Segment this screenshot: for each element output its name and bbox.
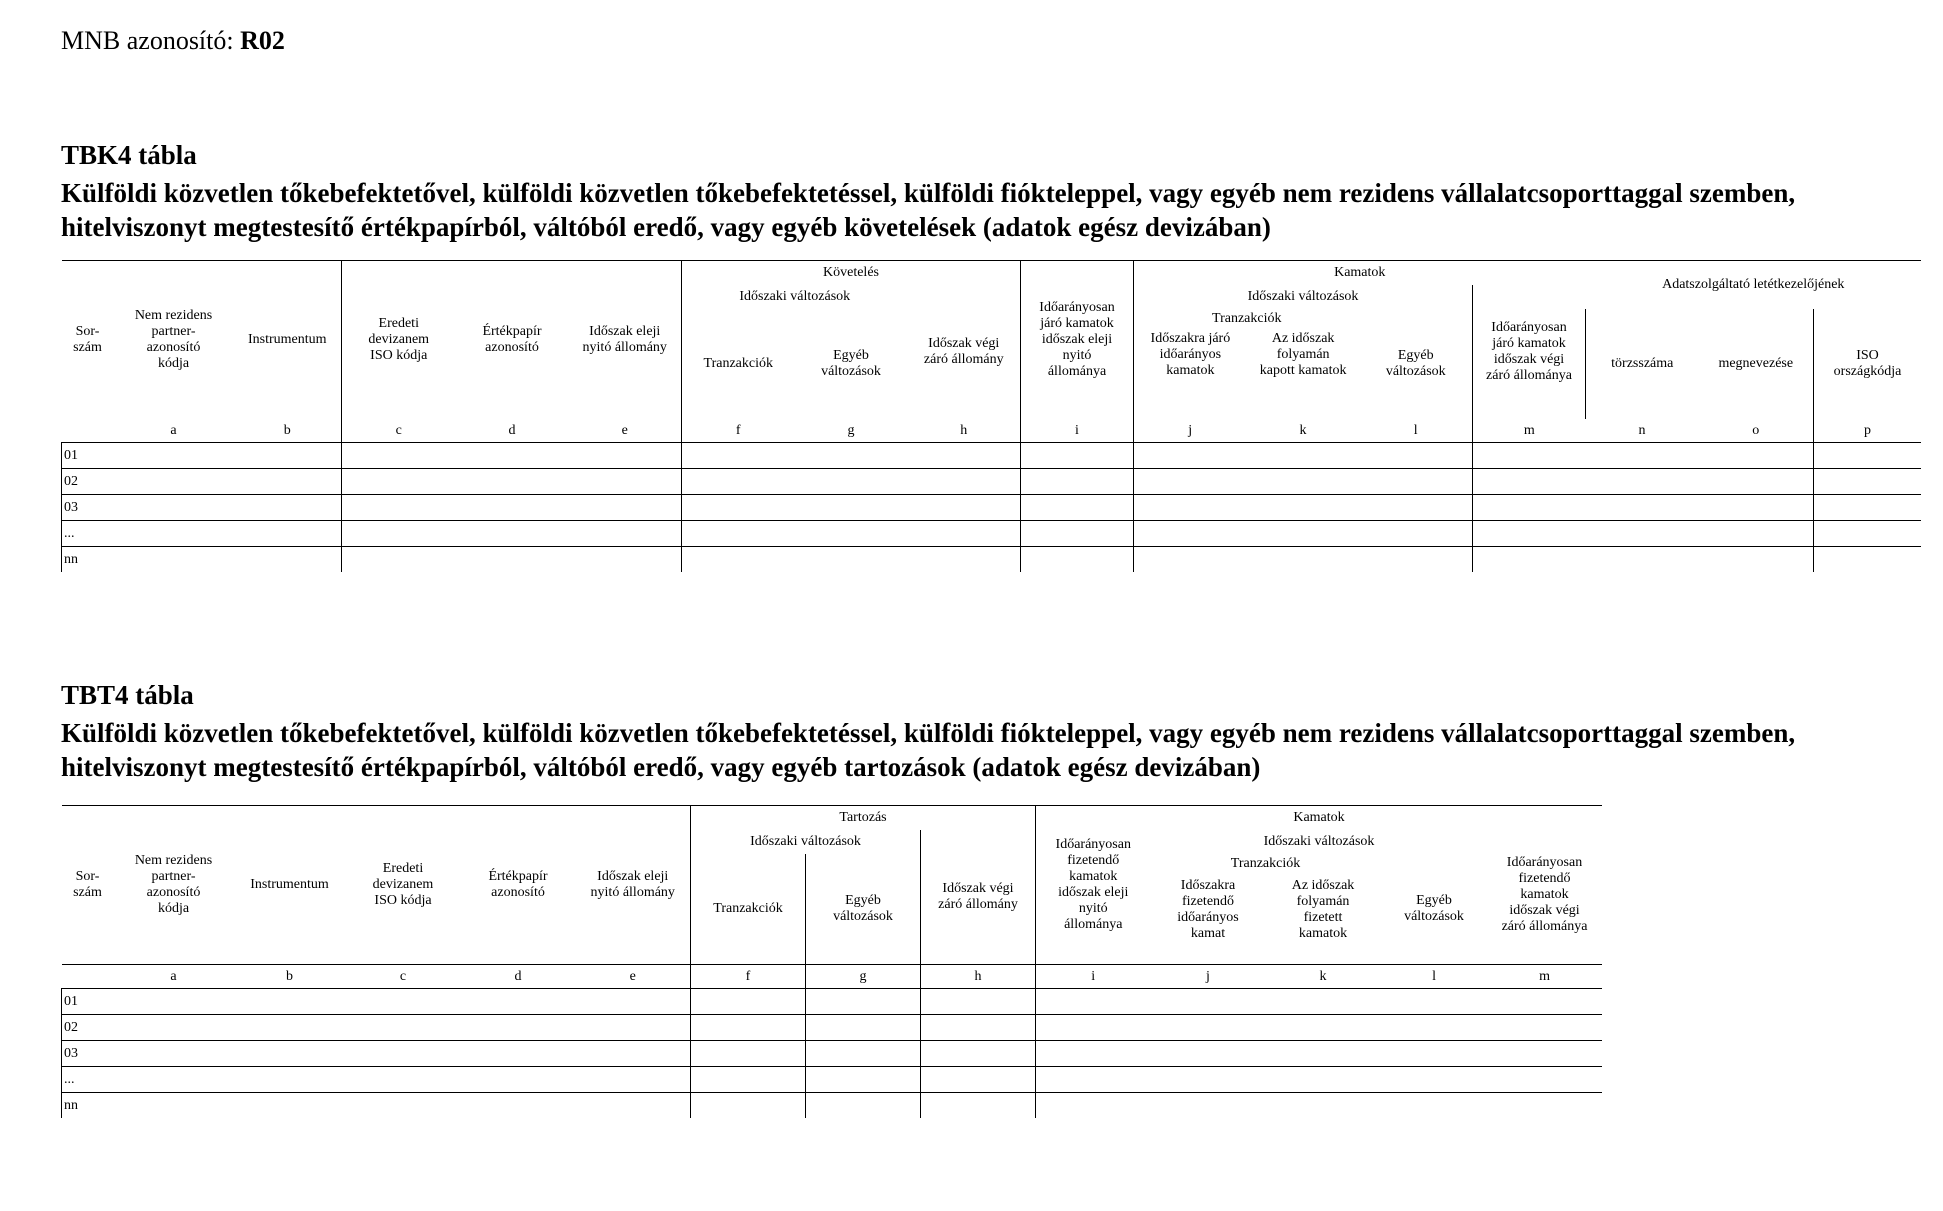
- tbt4-group-kamatok: Kamatok: [1293, 810, 1345, 825]
- tbk4-header-i: Időarányosan járó kamatok időszak eleji nyitó állománya: [1021, 261, 1134, 420]
- tbk4-header-g: Egyéb változások: [821, 348, 881, 379]
- tbt4-header-d: Értékpapír azonosító: [488, 869, 548, 900]
- tbk4-letter-g: g: [847, 422, 855, 438]
- tbt4-header-m: Időarányosan fizetendő kamatok időszak végi záró állománya: [1501, 855, 1588, 934]
- mnb-identifier-value: R02: [240, 26, 285, 55]
- tbk4-header-l: Egyéb változások: [1385, 348, 1446, 379]
- tbt4-letter-j: j: [1206, 968, 1210, 984]
- tbt4-row-number: nn: [62, 1093, 114, 1119]
- tbt4-letter-b: b: [286, 968, 293, 984]
- table-row: [62, 521, 1922, 547]
- tbk4-letter-p: p: [1814, 419, 1921, 443]
- tbt4-letter-g: g: [806, 965, 921, 989]
- tbk4-header-j: Időszakra járó időarányos kamatok: [1150, 331, 1231, 378]
- tbt4-letter-f: f: [691, 965, 806, 989]
- tbk4-row-number: 02: [62, 469, 114, 495]
- tbt4-row-number: ...: [62, 1067, 114, 1093]
- table-row: [62, 495, 1922, 521]
- tbt4-tranzakciok-cell: [1151, 854, 1381, 965]
- tbt4-group-idoszaki: Időszaki változások: [691, 830, 921, 854]
- tbk4-letter-j: j: [1134, 419, 1247, 443]
- table-row: [62, 1067, 1602, 1093]
- tbk4-header-c: Eredeti devizanem ISO kódja: [342, 261, 456, 420]
- tbt4-letter-m: m: [1539, 968, 1550, 984]
- tbk4-header-a: Nem rezidens partner- azonosító kódja: [134, 308, 213, 371]
- tbk4-letter-h: h: [960, 422, 968, 438]
- tbk4-letter-d: d: [508, 422, 516, 438]
- tbk4-header-d: Értékpapír azonosító: [482, 324, 542, 355]
- tbk4-row-number: ...: [62, 521, 114, 547]
- tbk4-row-number: nn: [62, 547, 114, 573]
- tbt4-header-c: Eredeti devizanem ISO kódja: [372, 861, 434, 908]
- tbk4-title: TBK4 tábla: [61, 140, 197, 170]
- tbt4-table: [61, 805, 1602, 1118]
- tbt4-header-l: Egyéb változások: [1404, 893, 1464, 924]
- tbt4-letter-blank: [62, 965, 114, 989]
- tbt4-group-tranzakciok: Tranzakciók: [1230, 856, 1301, 871]
- tbt4-header-j: Időszakra fizetendő időarányos kamat: [1177, 878, 1239, 941]
- tbk4-letter-n: n: [1638, 422, 1646, 438]
- table-row: [62, 443, 1922, 469]
- tbt4-group-tartozas: Tartozás: [691, 806, 1036, 831]
- mnb-identifier-label: MNB azonosító:: [61, 26, 234, 55]
- tbk4-header-e: Időszak eleji nyitó állomány: [582, 324, 667, 355]
- tbk4-letter-k: k: [1299, 422, 1307, 438]
- table-row: [62, 547, 1922, 573]
- tbk4-letter-i: i: [1021, 419, 1134, 443]
- tbk4-header-p: ISO országkódja: [1814, 309, 1921, 419]
- tbk4-header-k: Az időszak folyamán kapott kamatok: [1259, 331, 1347, 378]
- tbt4-header-g: Egyéb változások: [806, 854, 921, 965]
- tbk4-letter-m: m: [1473, 419, 1586, 443]
- table-row: [62, 469, 1922, 495]
- tbt4-header-b: Instrumentum: [250, 877, 329, 892]
- tbk4-header-m: Időarányosan járó kamatok időszak végi záró állománya: [1473, 285, 1586, 419]
- tbk4-letter-b: b: [283, 422, 291, 438]
- tbt4-header-sorszam: Sor- szám: [73, 869, 102, 900]
- tbt4-row-number: 01: [62, 989, 114, 1015]
- tbt4-letter-h: h: [921, 965, 1036, 989]
- table-row: [62, 1041, 1602, 1067]
- tbk4-letter-l: l: [1413, 422, 1418, 438]
- tbt4-letter-i: i: [1036, 965, 1151, 989]
- tbk4-header-sorszam: Sor- szám: [73, 324, 102, 355]
- tbk4-letter-f: f: [682, 419, 795, 443]
- tbt4-header-k: Az időszak folyamán fizetett kamatok: [1291, 878, 1355, 941]
- tbk4-group-koveteles: Követelés: [682, 261, 1021, 286]
- tbk4-group-idoszaki: Időszaki változások: [682, 285, 908, 309]
- tbk4-tranzakciok-cell: [1134, 309, 1360, 419]
- tbk4-group-kamat-idoszaki: Időszaki változások: [1134, 285, 1473, 309]
- tbt4-title: TBT4 tábla: [61, 680, 194, 710]
- tbt4-header-e: Időszak eleji nyitó állomány: [590, 869, 675, 900]
- tbt4-letter-c: c: [399, 968, 407, 984]
- tbk4-group-adatszolgaltato: Adatszolgáltató letétkezelőjének: [1662, 277, 1845, 292]
- tbt4-letter-a: a: [170, 968, 177, 984]
- table-row: [62, 989, 1602, 1015]
- tbk4-header-f: Tranzakciók: [682, 309, 795, 419]
- table-row: [62, 1093, 1602, 1119]
- tbt4-letter-k: k: [1319, 968, 1327, 984]
- tbt4-row-number: 02: [62, 1015, 114, 1041]
- tbk4-row-number: 01: [62, 443, 114, 469]
- tbk4-header-h: Időszak végi záró állomány: [923, 336, 1004, 367]
- tbk4-letter-a: a: [170, 422, 177, 438]
- tbt4-subtitle-line2: hitelviszonyt megtestesítő értékpapírból, váltóból eredő, vagy egyéb tartozások (adatok egész devizában): [61, 752, 1261, 782]
- tbt4-header-i: Időarányosan fizetendő kamatok időszak eleji nyitó állománya: [1036, 806, 1151, 965]
- tbt4-group-kamat-idoszaki: Időszaki változások: [1263, 834, 1375, 849]
- tbk4-row-number: 03: [62, 495, 114, 521]
- tbt4-row-number: 03: [62, 1041, 114, 1067]
- table-row: [62, 1015, 1602, 1041]
- tbt4-header-a: Nem rezidens partner- azonosító kódja: [134, 853, 213, 916]
- tbk4-header-n: törzsszáma: [1586, 309, 1699, 419]
- tbk4-subtitle-line2: hitelviszonyt megtestesítő értékpapírból, váltóból eredő, vagy egyéb követelések (adatok egész devizában): [61, 212, 1271, 242]
- tbt4-letter-l: l: [1432, 968, 1436, 984]
- tbk4-subtitle-line1: Külföldi közvetlen tőkebefektetővel, külföldi közvetlen tőkebefektetéssel, külföldi fiókteleppel, vagy egyéb nem rezidens vállalatcsoporttaggal szemben,: [61, 178, 1796, 208]
- tbk4-letter-e: e: [621, 422, 628, 438]
- tbt4-subtitle-line1: Külföldi közvetlen tőkebefektetővel, külföldi közvetlen tőkebefektetéssel, külföldi fiókteleppel, vagy egyéb nem rezidens vállalatcsoporttaggal szemben,: [61, 718, 1796, 748]
- tbk4-group-tranzakciok: Tranzakciók: [1212, 311, 1282, 326]
- tbt4-header-f: Tranzakciók: [691, 854, 806, 965]
- tbk4-header-b: Instrumentum: [247, 332, 327, 347]
- tbk4-table: [61, 260, 1921, 572]
- tbt4-header-h: Időszak végi záró állomány: [921, 830, 1036, 965]
- mnb-identifier: [61, 26, 285, 56]
- tbk4-group-kamatok: Kamatok: [1134, 261, 1586, 286]
- tbk4-header-o: megnevezése: [1718, 356, 1794, 371]
- tbk4-letter-c: c: [342, 419, 456, 443]
- tbk4-letter-o: o: [1752, 422, 1760, 438]
- tbt4-letter-e: e: [629, 968, 636, 984]
- tbk4-letter-blank: [62, 419, 114, 443]
- tbt4-letter-d: d: [514, 968, 522, 984]
